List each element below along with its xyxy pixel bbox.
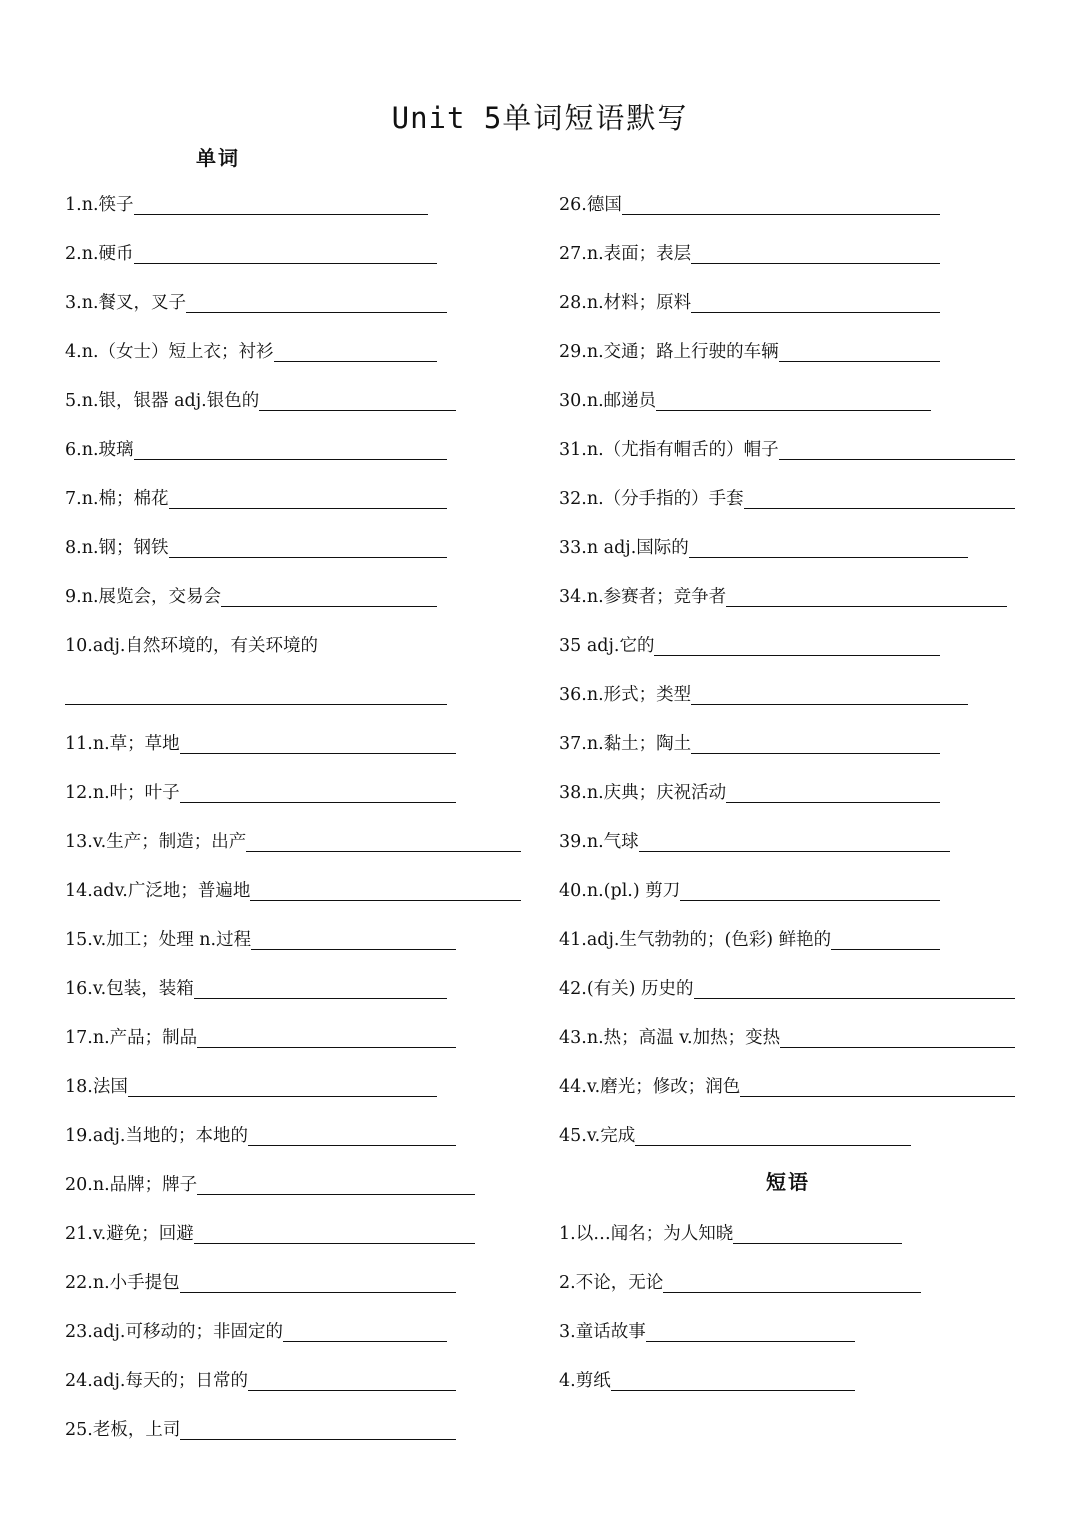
answer-blank[interactable] [134,437,447,460]
word-right-item [559,384,931,414]
answer-blank[interactable] [194,1221,475,1244]
item-label: 24.adj.每天的；日常的 [65,1371,248,1391]
phrases-heading: 短语 [766,1170,810,1194]
answer-blank[interactable] [169,486,447,509]
item-label: 23.adj.可移动的；非固定的 [65,1322,283,1342]
word-right-item [559,188,940,218]
item-label: 32.n.（分手指的）手套 [559,489,744,509]
item-label: 14.adv.广泛地；普遍地 [65,881,251,901]
word-left-item [65,482,447,512]
item-label: 38.n.庆典；庆祝活动 [559,783,727,803]
item-label: 21.v.避免；回避 [65,1224,194,1244]
word-right-item [559,678,968,708]
answer-blank[interactable] [180,731,456,754]
answer-blank[interactable] [283,1319,447,1342]
answer-blank[interactable] [611,1368,855,1391]
item-label: 4.n.（女士）短上衣；衬衫 [65,342,274,362]
item-label: 3.童话故事 [559,1322,646,1342]
item-label: 18.法国 [65,1077,128,1097]
word-left-item [65,972,447,1002]
word-left-item [65,433,447,463]
answer-blank[interactable] [656,388,931,411]
item-label: 34.n.参赛者；竞争者 [559,587,727,607]
answer-blank[interactable] [180,1270,456,1293]
word-right-item [559,1021,1015,1051]
item-label: 30.n.邮递员 [559,391,657,411]
answer-blank[interactable] [197,1172,475,1195]
answer-blank[interactable] [246,829,521,852]
item-label: 29.n.交通；路上行驶的车辆 [559,342,779,362]
answer-blank[interactable] [726,584,1007,607]
word-left-item [65,1217,475,1247]
word-right-item [559,727,940,757]
answer-blank[interactable] [180,1417,456,1440]
word-left-item [65,384,456,414]
answer-blank[interactable] [691,241,940,264]
answer-blank[interactable] [779,339,940,362]
item-label: 20.n.品牌；牌子 [65,1175,198,1195]
word-right-item [559,237,940,267]
item-label: 4.剪纸 [559,1371,611,1391]
item-label: 2.n.硬币 [65,244,134,264]
word-left-item [65,1315,447,1345]
word-right-item [559,825,950,855]
item-label: 12.n.叶；叶子 [65,783,180,803]
item-label: 3.n.餐叉，叉子 [65,293,187,313]
item-label: 28.n.材料；原料 [559,293,692,313]
answer-blank[interactable] [691,290,940,313]
item-label: 40.n.(pl.) 剪刀 [559,881,681,901]
item-label: 8.n.钢；钢铁 [65,538,169,558]
answer-blank[interactable] [251,927,456,950]
title-chinese: 单词短语默写 [502,101,689,135]
answer-blank[interactable] [740,1074,1015,1097]
answer-blank[interactable] [274,339,437,362]
item-label: 26.德国 [559,195,622,215]
phrase-item [559,1364,855,1394]
answer-blank[interactable] [248,1123,456,1146]
item-label: 35 adj.它的 [559,636,655,656]
word-right-item [559,286,940,316]
answer-blank[interactable] [726,780,940,803]
word-left-item [65,629,465,659]
item-label: 2.不论，无论 [559,1273,664,1293]
item-label: 22.n.小手提包 [65,1273,180,1293]
item-label: 42.(有关) 历史的 [559,979,694,999]
answer-blank[interactable] [780,1025,1015,1048]
answer-blank[interactable] [65,682,447,705]
answer-blank[interactable] [180,780,456,803]
answer-blank[interactable] [744,486,1015,509]
item-label: 7.n.棉；棉花 [65,489,169,509]
answer-blank[interactable] [831,927,940,950]
word-right-item [559,482,1015,512]
item-label: 19.adj.当地的；本地的 [65,1126,248,1146]
answer-blank[interactable] [635,1123,911,1146]
item-label: 15.v.加工；处理 n.过程 [65,930,252,950]
word-left-item [65,776,456,806]
word-left-item [65,923,456,953]
word-left-item [65,1119,456,1149]
answer-blank[interactable] [134,192,428,215]
item-label: 1.n.筷子 [65,195,134,215]
item-label: 13.v.生产；制造；出产 [65,832,247,852]
answer-blank[interactable] [691,731,940,754]
word-right-item [559,580,1007,610]
answer-blank[interactable] [186,290,447,313]
answer-blank[interactable] [248,1368,456,1391]
answer-blank[interactable] [639,829,950,852]
item-label: 31.n.（尤指有帽舌的）帽子 [559,440,779,460]
answer-blank[interactable] [259,388,456,411]
item-label: 33.n adj.国际的 [559,538,689,558]
answer-blank[interactable] [197,1025,456,1048]
item-label: 37.n.黏土；陶土 [559,734,692,754]
word-right-item [559,874,940,904]
word-left-item [65,1168,475,1198]
word-left-item [65,335,437,365]
item-label: 11.n.草；草地 [65,734,180,754]
answer-blank[interactable] [691,682,968,705]
answer-blank[interactable] [169,535,447,558]
item-label: 1.以…闻名；为人知晓 [559,1224,734,1244]
item-label: 10.adj.自然环境的，有关环境的 [65,636,318,656]
word-left-item [65,825,521,855]
word-left-item [65,1266,456,1296]
item-label: 27.n.表面；表层 [559,244,692,264]
phrase-item [559,1315,855,1345]
word-right-item [559,972,1015,1002]
word-left-item [65,580,437,610]
phrase-item [559,1266,921,1296]
word-left-item [65,1364,456,1394]
word-left-item [65,286,447,316]
word-left-item [65,188,428,218]
answer-blank[interactable] [250,878,521,901]
title-unit: Unit 5 [391,101,503,135]
word-right-item [559,433,1015,463]
word-right-item [559,1070,1015,1100]
words-heading: 单词 [196,146,240,170]
item-label: 43.n.热；高温 v.加热；变热 [559,1028,781,1048]
word-left-item [65,1021,456,1051]
answer-blank[interactable] [733,1221,902,1244]
word-left-item [65,678,447,708]
item-label: 44.v.磨光；修改；润色 [559,1077,741,1097]
item-label: 45.v.完成 [559,1126,636,1146]
item-label: 25.老板，上司 [65,1420,181,1440]
answer-blank[interactable] [654,633,940,656]
word-left-item [65,531,447,561]
word-right-item [559,923,940,953]
answer-blank[interactable] [622,192,940,215]
answer-blank[interactable] [689,535,968,558]
word-left-item [65,237,437,267]
item-label: 36.n.形式；类型 [559,685,692,705]
answer-blank[interactable] [680,878,940,901]
word-right-item [559,1119,911,1149]
word-right-item [559,335,940,365]
answer-blank[interactable] [134,241,437,264]
item-label: 17.n.产品；制品 [65,1028,198,1048]
item-label: 39.n.气球 [559,832,639,852]
item-label: 9.n.展览会，交易会 [65,587,222,607]
answer-blank[interactable] [779,437,1015,460]
word-left-item [65,1070,437,1100]
phrase-item [559,1217,902,1247]
answer-blank[interactable] [194,976,447,999]
item-label: 6.n.玻璃 [65,440,134,460]
word-right-item [559,531,968,561]
item-label: 5.n.银，银器 adj.银色的 [65,391,260,411]
answer-blank[interactable] [663,1270,921,1293]
item-label: 41.adj.生气勃勃的；(色彩) 鲜艳的 [559,930,832,950]
word-left-item [65,727,456,757]
item-label: 16.v.包装，装箱 [65,979,194,999]
word-right-item [559,629,940,659]
answer-blank[interactable] [128,1074,437,1097]
word-right-item [559,776,940,806]
answer-blank[interactable] [694,976,1015,999]
word-left-item [65,1413,456,1443]
answer-blank[interactable] [646,1319,855,1342]
answer-blank[interactable] [221,584,437,607]
page-title [0,96,1080,137]
word-left-item [65,874,521,904]
